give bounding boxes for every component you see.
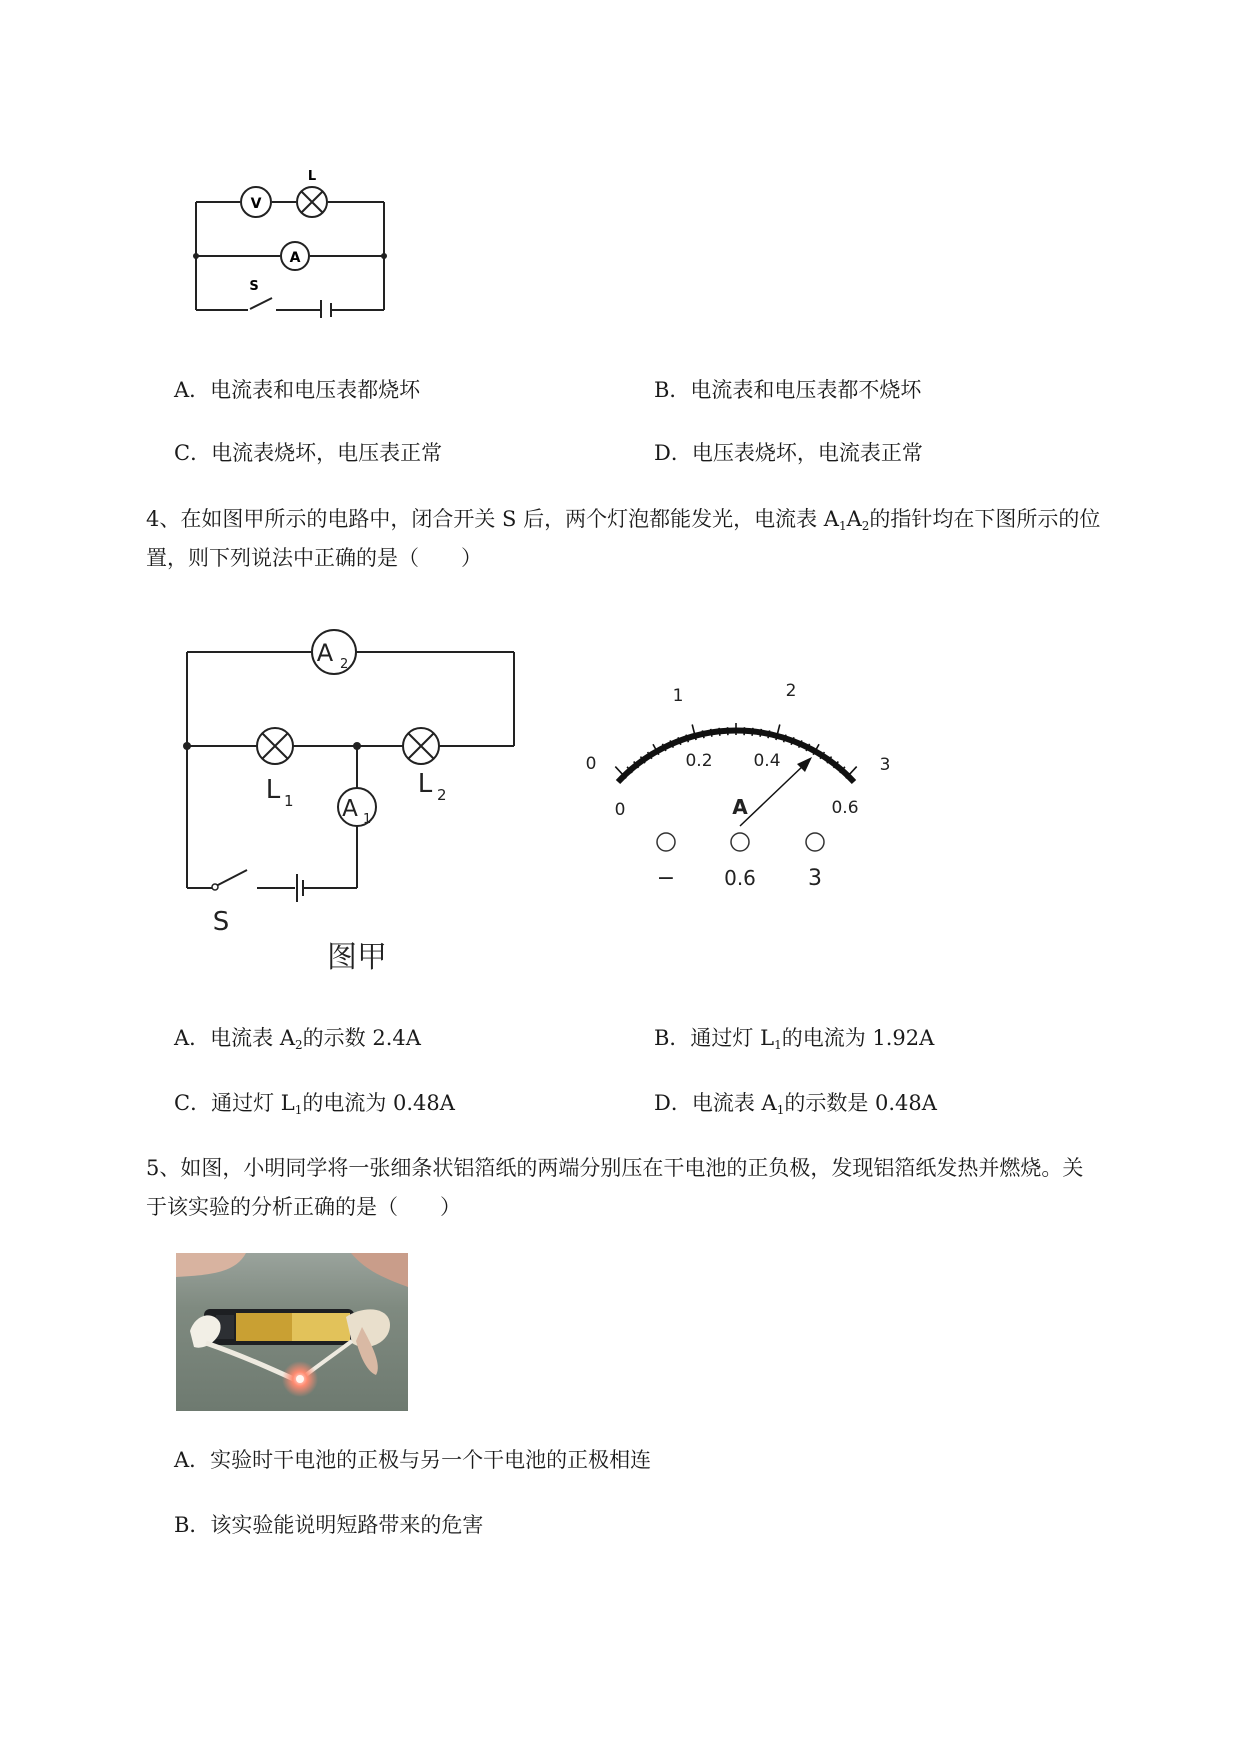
- outer-tick-1: 1: [672, 686, 684, 706]
- lamp-l1-subscript: 1: [284, 792, 294, 810]
- circuit-diagram-1: [180, 158, 400, 318]
- meter-unit: A: [732, 795, 748, 819]
- lamp-l2-label: L: [417, 769, 433, 799]
- inner-tick-0: 0: [614, 800, 626, 820]
- meter-needle: [740, 764, 805, 826]
- q5-option-b[interactable]: B．该实验能说明短路带来的危害: [174, 1513, 484, 1537]
- q4-option-c[interactable]: C．通过灯 $L_1$的电流为 0.48A: [174, 1091, 455, 1117]
- outer-tick-0: 0: [585, 754, 597, 774]
- q4-option-d[interactable]: D．电流表 $A_1$的示数是 0.48A: [654, 1091, 937, 1117]
- terminal-0-6-label: 0.6: [724, 866, 756, 890]
- voltmeter-label: V: [250, 196, 262, 212]
- lamp-label: L: [307, 169, 317, 184]
- terminal-0-6: [731, 833, 749, 851]
- q4-stem-line2: 置，则下列说法中正确的是（ ）: [146, 546, 482, 570]
- q3-option-b[interactable]: B．电流表和电压表都不烧坏: [654, 378, 922, 402]
- q3-option-d[interactable]: D．电压表烧坏，电流表正常: [654, 441, 923, 465]
- dial-tick: [719, 728, 720, 736]
- switch-label: S: [249, 279, 259, 294]
- switch-s-label: S: [212, 907, 230, 937]
- dial-tick: [752, 728, 753, 736]
- lamp-l2-subscript: 2: [437, 786, 447, 804]
- inner-tick-0-4: 0.4: [753, 751, 781, 771]
- q5-stem-line2: 于该实验的分析正确的是（ ）: [146, 1195, 461, 1219]
- ammeter-a2-subscript: 2: [340, 657, 349, 672]
- battery-foil-photo: [176, 1253, 408, 1411]
- ammeter-a1-subscript: 1: [363, 812, 372, 827]
- q4-option-b[interactable]: B．通过灯 $L_1$的电流为 1.92A: [654, 1026, 935, 1052]
- inner-tick-0-2: 0.2: [685, 751, 713, 771]
- inner-tick-0-6: 0.6: [831, 798, 859, 818]
- q3-option-c[interactable]: C．电流表烧坏，电压表正常: [174, 441, 443, 465]
- ammeter-label: A: [289, 250, 301, 266]
- q5-option-a[interactable]: A．实验时干电池的正极与另一个干电池的正极相连: [174, 1448, 652, 1472]
- outer-tick-3: 3: [879, 755, 891, 775]
- q3-option-a[interactable]: A．电流表和电压表都烧坏: [174, 378, 421, 402]
- ammeter-a1-label: A: [342, 796, 358, 822]
- terminal-3-label: 3: [808, 866, 822, 891]
- ammeter-dial: [575, 668, 915, 898]
- circuit-diagram-jia: [175, 618, 535, 973]
- lamp-l1-label: L: [265, 775, 281, 805]
- q4-stem-line1: 4、在如图甲所示的电路中，闭合开关 S 后，两个灯泡都能发光，电流表 $A_1A_2$的指针均在下图所示的位: [146, 507, 1101, 533]
- terminal-negative: [657, 833, 675, 851]
- outer-tick-2: 2: [785, 681, 797, 701]
- terminal-3: [806, 833, 824, 851]
- q5-stem-line1: 5、如图，小明同学将一张细条状铝箔纸的两端分别压在干电池的正负极，发现铝箔纸发热并燃烧。关: [146, 1156, 1084, 1180]
- figure-caption: 图甲: [327, 940, 387, 973]
- terminal-negative-label: −: [656, 866, 676, 891]
- ammeter-a2-label: A: [316, 639, 334, 667]
- q4-option-a[interactable]: A．电流表 $A_2$的示数 2.4A: [174, 1026, 421, 1052]
